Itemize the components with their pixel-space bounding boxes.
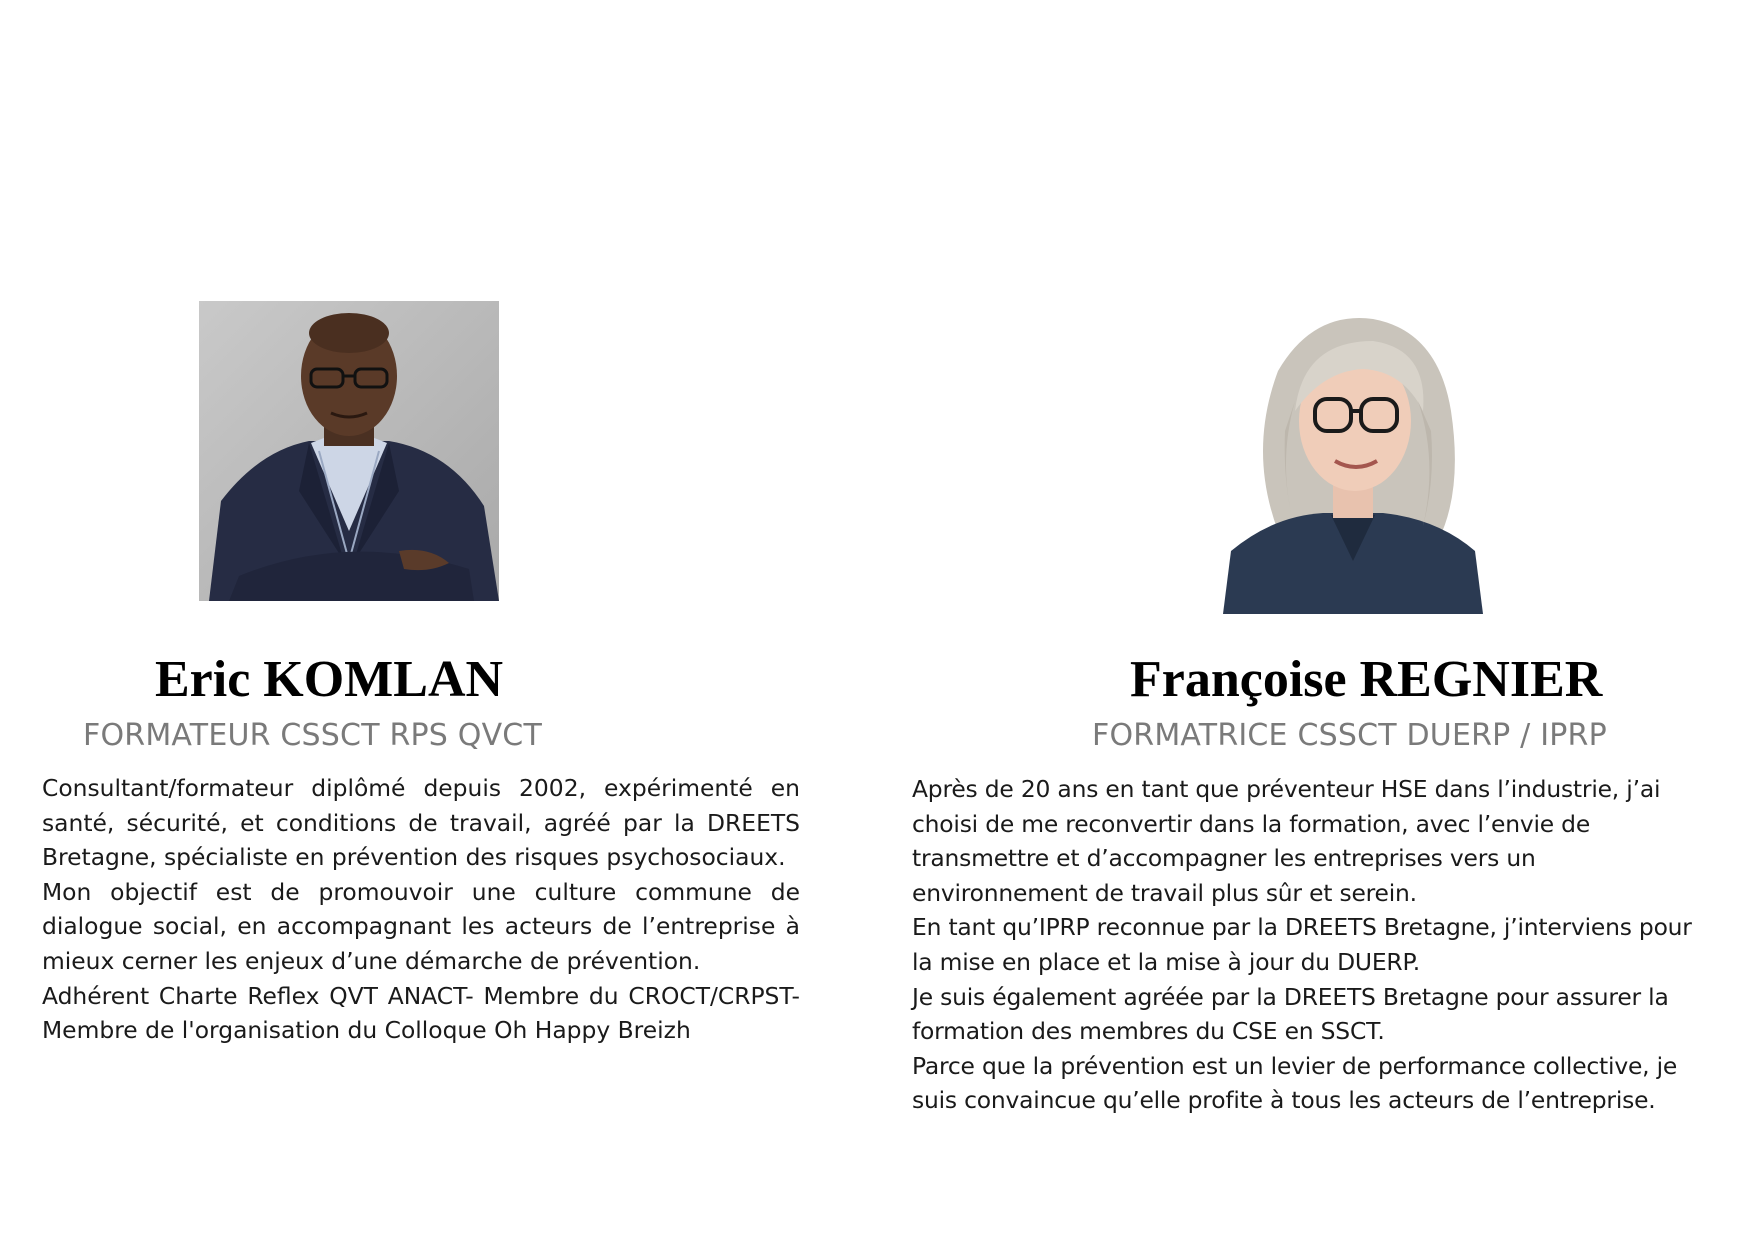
- trainer-bio: [912, 772, 1712, 1118]
- bio-paragraph: En tant qu’IPRP reconnue par la DREETS Bretagne, j’interviens pour la mise en place et la mise à jour du DUERP.: [912, 913, 1692, 976]
- trainer-name: Françoise REGNIER: [1130, 651, 1603, 708]
- bio-paragraph: Après de 20 ans en tant que préventeur HSE dans l’industrie, j’ai choisi de me reconvertir dans la formation, avec l’envie de transmettre et d’accompagner les entreprises vers un environnement de travail plus sûr et serein.: [912, 775, 1661, 907]
- bio-paragraph: Je suis également agréée par la DREETS Bretagne pour assurer la formation des membres du CSE en SSCT.: [912, 982, 1669, 1046]
- trainer-name: Eric KOMLAN: [155, 651, 504, 708]
- trainer-role: FORMATEUR CSSCT RPS QVCT: [83, 718, 542, 753]
- bio-paragraph: Mon objectif est de promouvoir une culture commune de dialogue social, en accompagnant les acteurs de l’entreprise à mieux cerner les enjeux d’une démarche de prévention.: [42, 877, 800, 975]
- bio-paragraph: Consultant/formateur diplômé depuis 2002, expérimenté en santé, sécurité, et conditions de travail, agréé par la DREETS Bretagne, spécialiste en prévention des risques psychosociaux.: [42, 774, 800, 872]
- portrait-man-photo: [199, 301, 499, 601]
- trainer-bio: [42, 771, 800, 1048]
- bio-paragraph: Parce que la prévention est un levier de performance collective, je suis convaincue qu’elle profite à tous les acteurs de l’entreprise.: [912, 1051, 1678, 1115]
- trainer-role: FORMATRICE CSSCT DUERP / IPRP: [1092, 718, 1607, 753]
- bio-paragraph: Adhérent Charte Reflex QVT ANACT- Membre du CROCT/CRPST- Membre de l'organisation du Colloque Oh Happy Breizh: [42, 981, 800, 1045]
- portrait-woman-photo: [1223, 301, 1483, 614]
